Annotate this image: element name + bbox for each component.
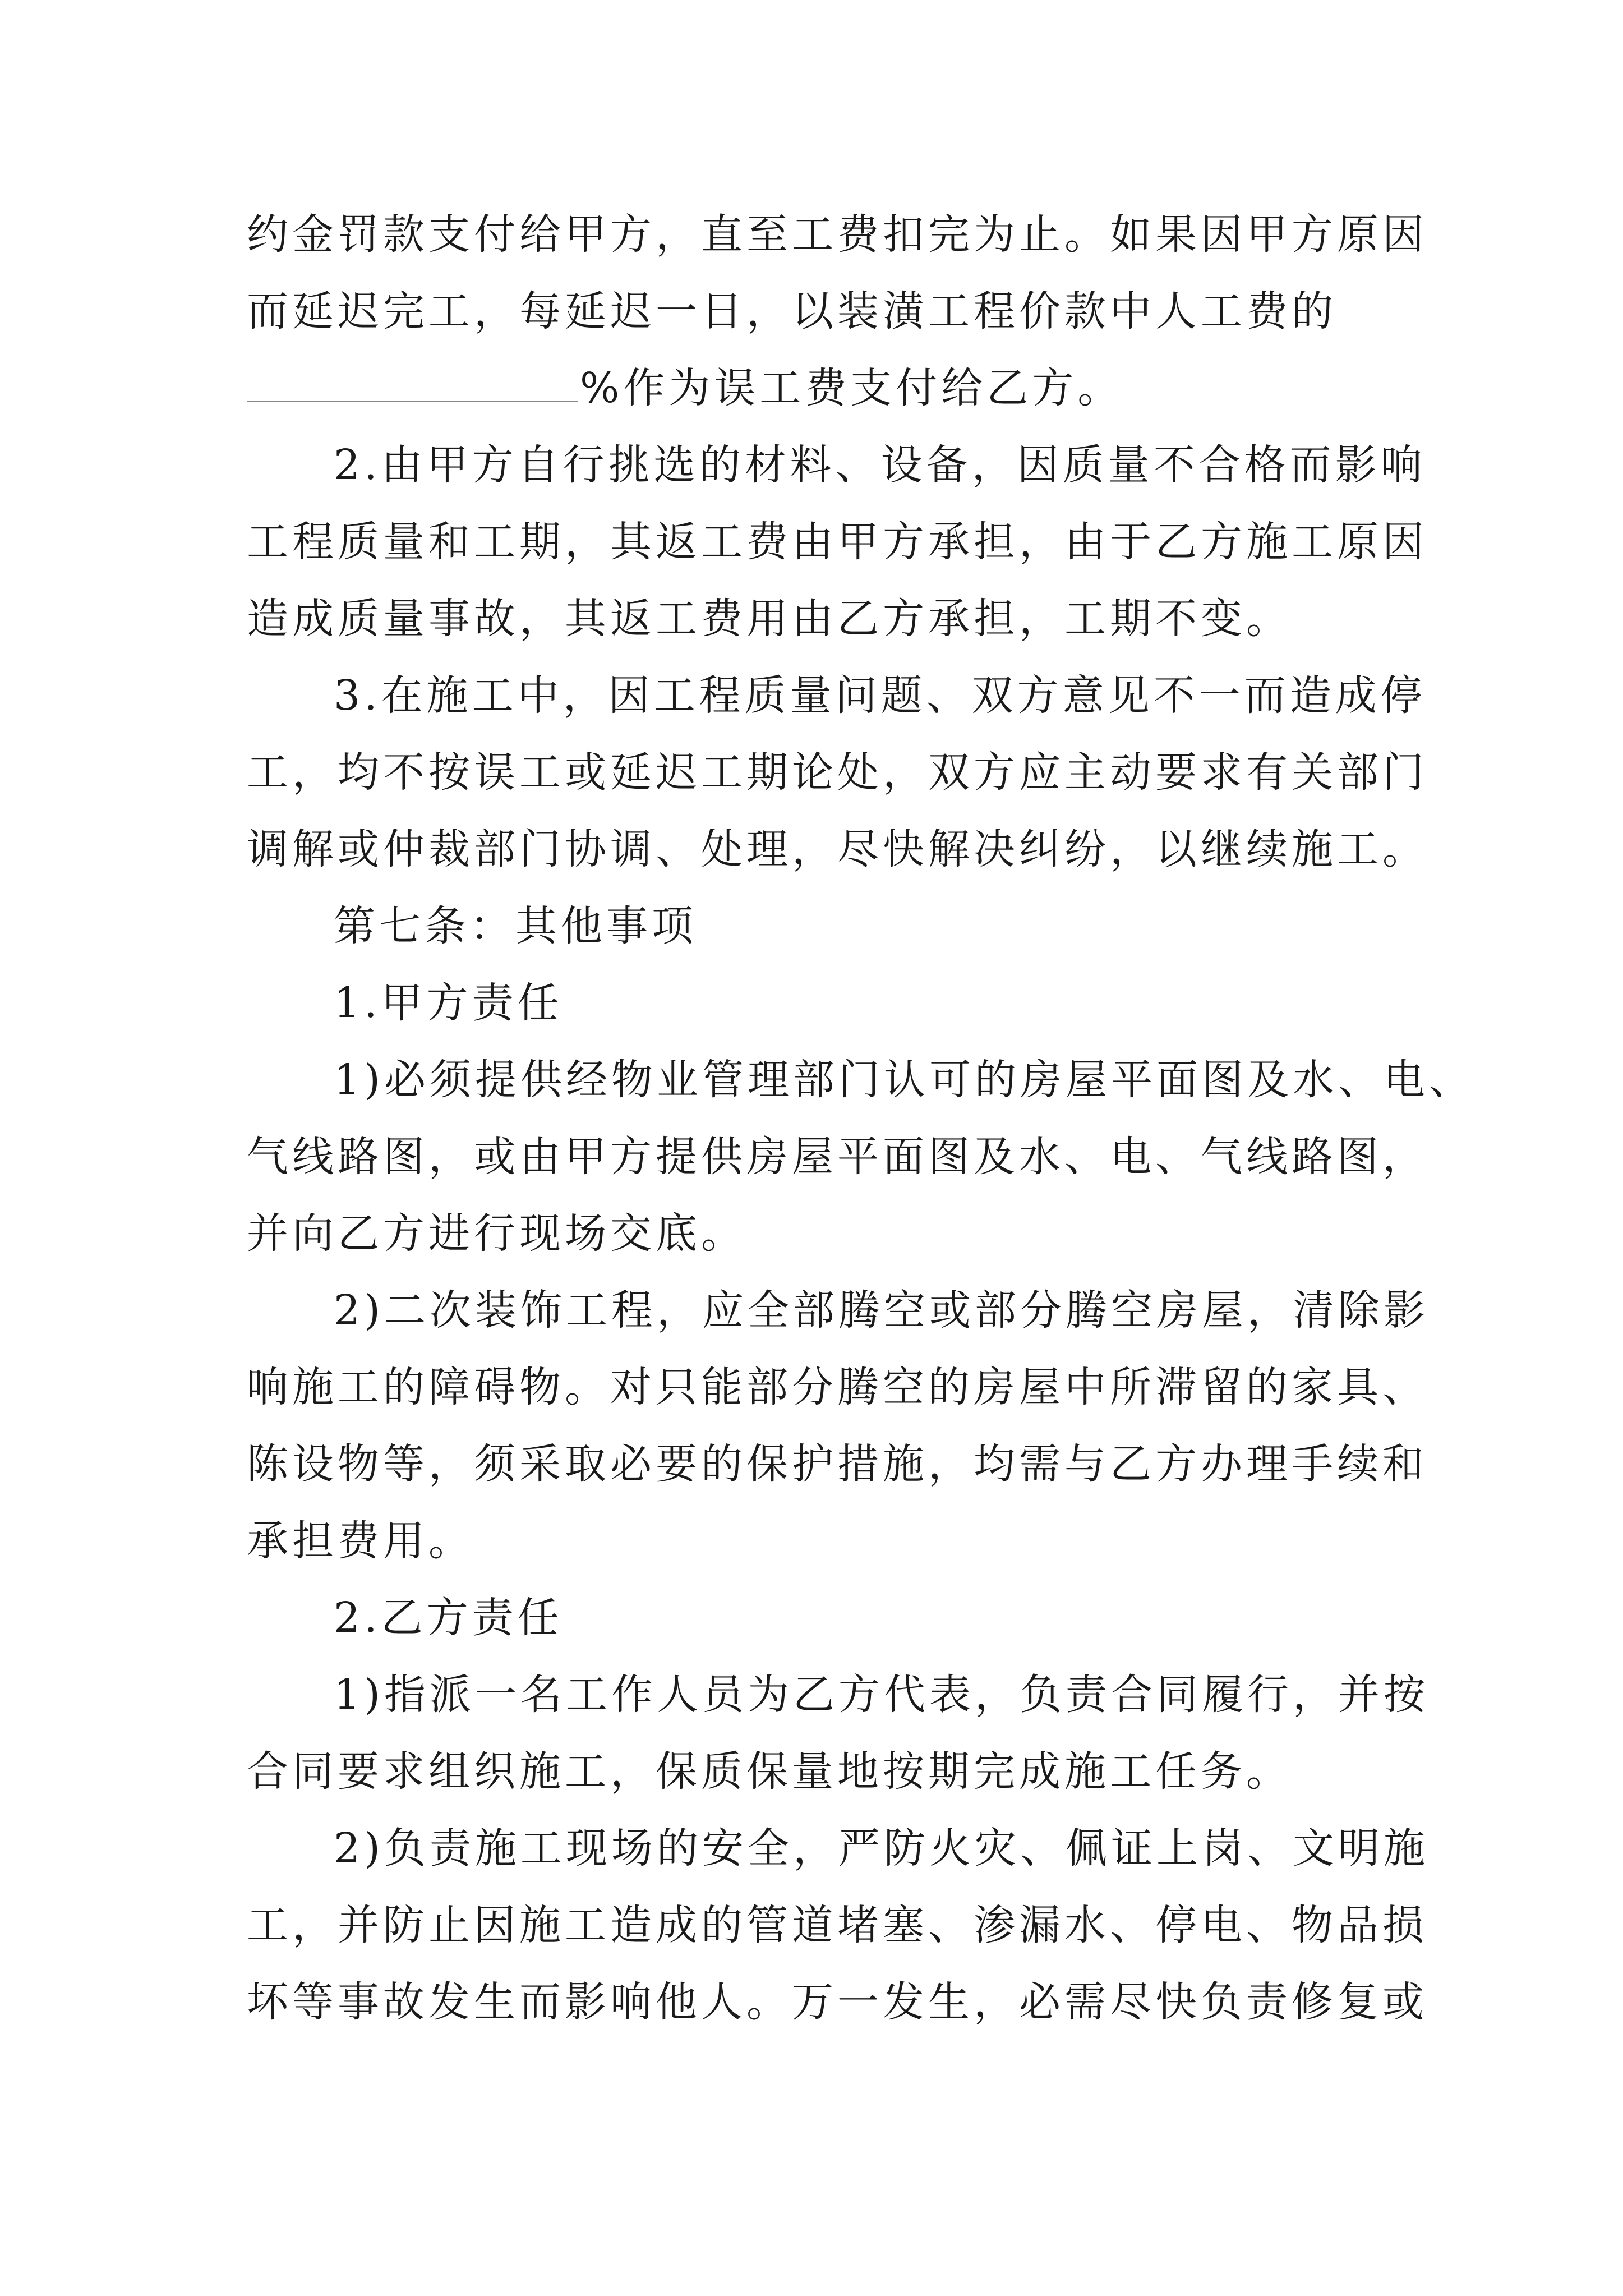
text-line: 气线路图，或由甲方提供房屋平面图及水、电、气线路图， (247, 1133, 1428, 1181)
text-line: 坏等事故发生而影响他人。万一发生，必需尽快负责修复或 (247, 1978, 1428, 2026)
text-line: 工程质量和工期，其返工费由甲方承担，由于乙方施工原因 (247, 518, 1428, 566)
text-line: 造成质量事故，其返工费用由乙方承担，工期不变。 (247, 595, 1292, 643)
text-line-with-blank (247, 350, 1391, 427)
paragraph-start: 2)二次装饰工程，应全部腾空或部分腾空房屋，清除影 (334, 1286, 1429, 1335)
paragraph-start: 1)必须提供经物业管理部门认可的房屋平面图及水、电、 (334, 1056, 1474, 1104)
section-heading: 第七条：其他事项 (334, 902, 697, 950)
paragraph-start: 1)指派一名工作人员为乙方代表，负责合同履行，并按 (334, 1671, 1429, 1719)
text-line: 陈设物等，须采取必要的保护措施，均需与乙方办理手续和 (247, 1440, 1428, 1488)
subsection-heading: 2.乙方责任 (334, 1594, 563, 1642)
text-line: 约金罚款支付给甲方，直至工费扣完为止。如果因甲方原因 (247, 210, 1428, 259)
text-line: 而延迟完工，每延迟一日，以装潢工程价款中人工费的 (247, 287, 1337, 335)
text-line: 并向乙方进行现场交底。 (247, 1209, 746, 1258)
text-line: 响施工的障碍物。对只能部分腾空的房屋中所滞留的家具、 (247, 1363, 1428, 1411)
text-line: 承担费用。 (247, 1517, 474, 1565)
subsection-heading: 1.甲方责任 (334, 979, 563, 1027)
paragraph-start: 2.由甲方自行挑选的材料、设备，因质量不合格而影响 (334, 441, 1426, 489)
text-line: 工，并防止因施工造成的管道堵塞、渗漏水、停电、物品损 (247, 1901, 1428, 1949)
fill-in-blank (247, 367, 578, 402)
text-line: 合同要求组织施工，保质保量地按期完成施工任务。 (247, 1747, 1292, 1796)
text-line: %作为误工费支付给乙方。 (580, 364, 1123, 412)
paragraph-start: 2)负责施工现场的安全，严防火灾、佩证上岗、文明施 (334, 1824, 1429, 1872)
text-line: 工，均不按误工或延迟工期论处，双方应主动要求有关部门 (247, 748, 1428, 797)
paragraph-start: 3.在施工中，因工程质量问题、双方意见不一而造成停 (334, 671, 1426, 720)
text-line: 调解或仲裁部门协调、处理，尽快解决纠纷，以继续施工。 (247, 825, 1428, 873)
document-page (247, 196, 1474, 2041)
